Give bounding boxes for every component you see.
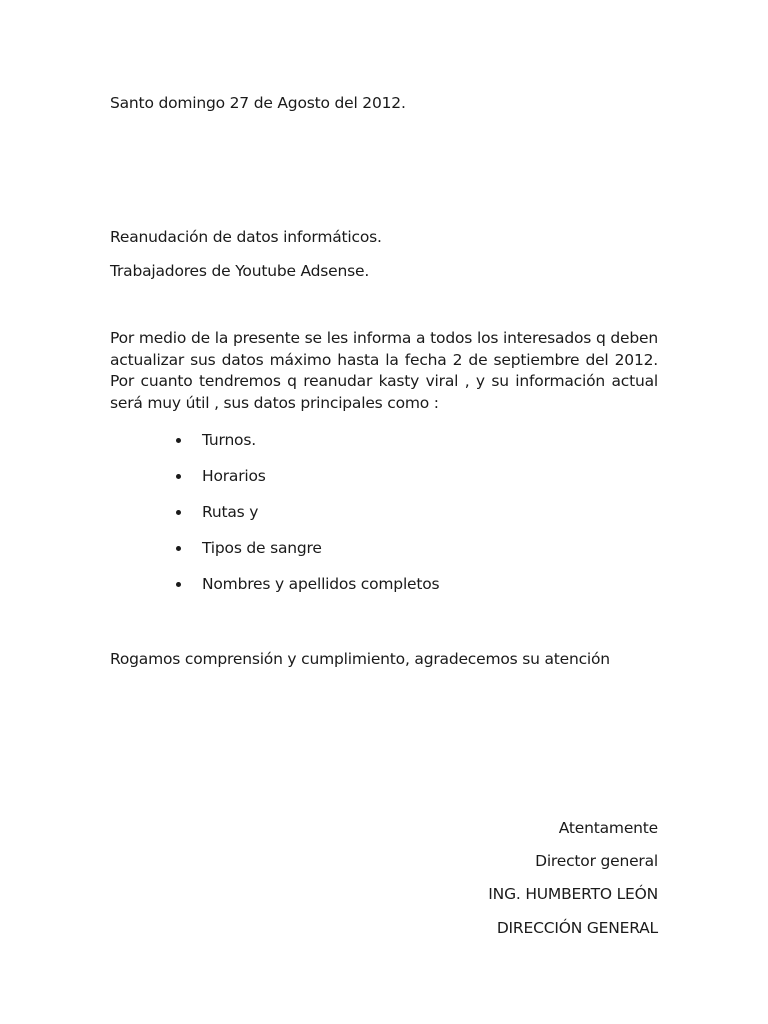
bullet-icon xyxy=(176,510,181,515)
bullet-icon xyxy=(176,582,181,587)
list-item-text: Horarios xyxy=(202,467,266,485)
signature-title: Director general xyxy=(535,852,658,870)
list-item-text: Nombres y apellidos completos xyxy=(202,575,440,593)
closing-request: Rogamos comprensión y cumplimiento, agradecemos su atención xyxy=(110,650,610,668)
list-item-text: Tipos de sangre xyxy=(202,539,322,557)
list-item-text: Turnos. xyxy=(202,431,256,449)
body-paragraph: Por medio de la presente se les informa a todos los interesados q deben actualizar sus datos máximo hasta la fecha 2 de septiembre del 2012. Por cuanto tendremos q reanudar kasty viral , y su información actual será muy útil , sus datos principales como : xyxy=(110,329,658,412)
recipient-line: Trabajadores de Youtube Adsense. xyxy=(110,262,370,280)
signature-department: DIRECCIÓN GENERAL xyxy=(496,919,658,937)
subject-line: Reanudación de datos informáticos. xyxy=(110,228,382,246)
bullet-icon xyxy=(176,546,181,551)
bullet-icon xyxy=(176,474,181,479)
signature-closing: Atentamente xyxy=(558,819,658,837)
bullet-icon xyxy=(176,438,181,443)
date-line: Santo domingo 27 de Agosto del 2012. xyxy=(110,94,406,112)
signature-name: ING. HUMBERTO LEÓN xyxy=(488,885,658,903)
list-item-text: Rutas y xyxy=(202,503,259,521)
